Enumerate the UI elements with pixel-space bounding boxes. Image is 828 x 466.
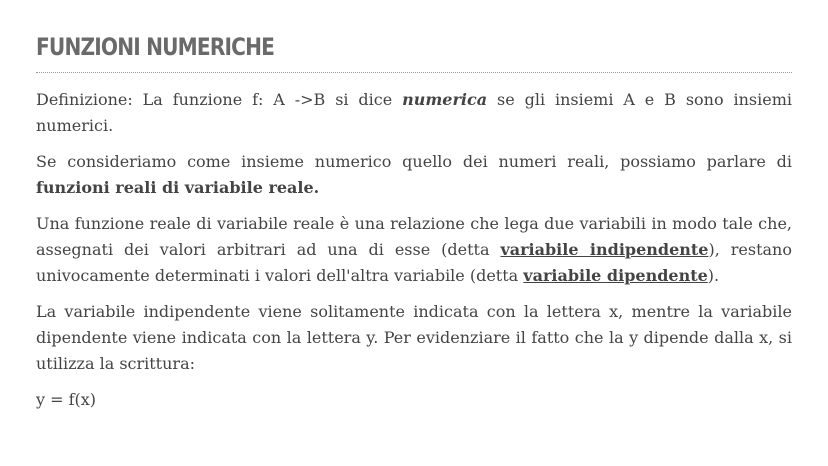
real-functions-term: funzioni reali di variabile reale. xyxy=(36,178,320,197)
page-title: FUNZIONI NUMERICHE xyxy=(36,33,275,61)
relation-text-2: ), restano univocamente determinati i valori dell'altra variabile (detta xyxy=(36,240,792,285)
real-functions-text: Se consideriamo come insieme numerico quello dei numeri reali, possiamo parlare di xyxy=(36,152,792,171)
title-divider xyxy=(36,72,792,73)
definition-text: Definizione: La funzione f: A ->B si dice xyxy=(36,90,403,109)
relation-text-1: Una funzione reale di variabile reale è una relazione che lega due variabili in modo tale che, assegnati dei valori arbitrari ad una di esse (detta xyxy=(36,214,792,259)
slide-content xyxy=(36,87,792,413)
notation-paragraph: La variabile indipendente viene solitamente indicata con la lettera x, mentre la variabile dipendente viene indicata con la lettera y. Per evidenziare il fatto che la y dipende dalla x, si utilizza la scrittura: xyxy=(36,302,792,373)
independent-variable-term: variabile indipendente xyxy=(500,240,709,259)
relation-paragraph xyxy=(36,211,792,289)
formula: y = f(x) xyxy=(36,390,97,409)
numerica-term: numerica xyxy=(402,90,488,109)
slide xyxy=(36,30,792,423)
definition-text-end: se gli insiemi A e B sono insiemi numerici. xyxy=(36,90,793,135)
definition-paragraph xyxy=(36,87,792,139)
real-functions-paragraph xyxy=(36,149,792,201)
dependent-variable-term: variabile dipendente xyxy=(523,266,708,285)
relation-text-3: ). xyxy=(707,266,720,285)
